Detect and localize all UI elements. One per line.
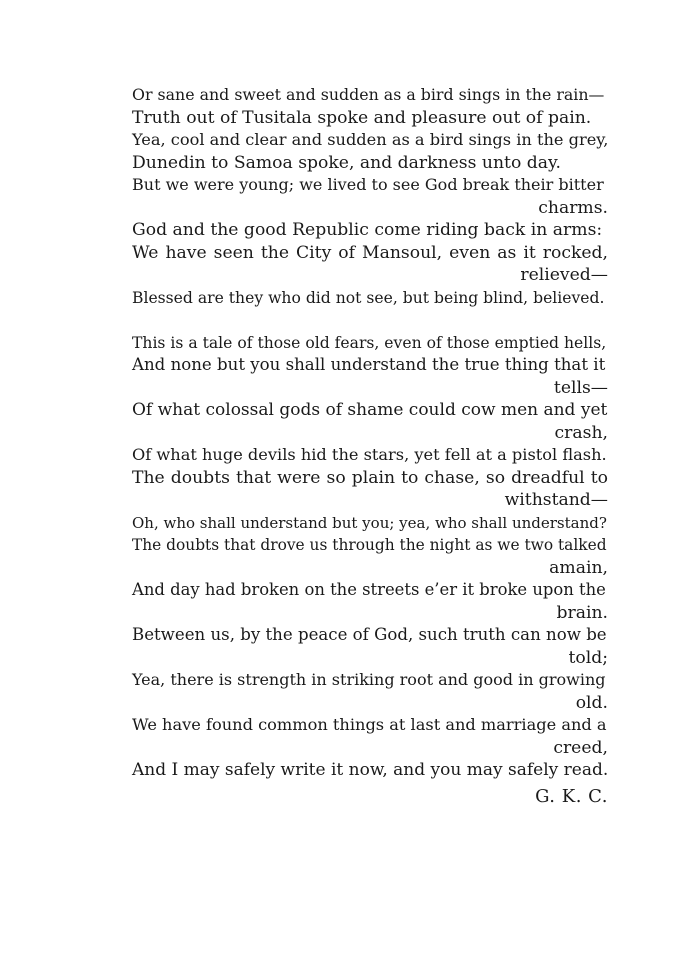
poem-line: This is a tale of those old fears, even of those emptied hells, xyxy=(132,333,607,352)
poem-line-continuation: amain, xyxy=(549,557,608,578)
poem-line: And day had broken on the streets e’er it broke upon the xyxy=(132,580,606,599)
poem-line: Yea, cool and clear and sudden as a bird sings in the grey, xyxy=(132,130,609,149)
poem-line: Or sane and sweet and sudden as a bird sings in the rain— xyxy=(132,85,605,104)
poem-line: Of what huge devils hid the stars, yet fell at a pistol flash. xyxy=(132,445,607,464)
poem-line-continuation: old. xyxy=(575,692,608,713)
author-signature: G. K. C. xyxy=(535,786,608,807)
poem-line-continuation: told; xyxy=(568,647,608,668)
poem-line: The doubts that drove us through the night as we two talked xyxy=(132,536,607,554)
poem-line: Of what colossal gods of shame could cow men and yet xyxy=(132,400,608,420)
poem-line-continuation: crash, xyxy=(554,422,608,443)
poem-line-continuation: creed, xyxy=(553,737,608,758)
poem-line: We have found common things at last and marriage and a xyxy=(132,715,607,734)
poem-text xyxy=(132,84,608,782)
poem-line: Blessed are they who did not see, but being blind, believed. xyxy=(132,288,605,307)
poem-line-continuation: relieved— xyxy=(520,265,608,285)
poem-line: God and the good Republic come riding back in arms: xyxy=(132,220,603,240)
poem-line: Oh, who shall understand but you; yea, who shall understand? xyxy=(132,513,607,532)
poem-line: Between us, by the peace of God, such truth can now be xyxy=(132,625,607,644)
poem-line: The doubts that were so plain to chase, so dreadful to xyxy=(132,467,608,488)
poem-line-continuation: tells— xyxy=(553,377,608,398)
poem-line-continuation: withstand— xyxy=(504,490,608,510)
poem-line: Dunedin to Samoa spoke, and darkness unto day. xyxy=(132,152,561,173)
poem-line-continuation: brain. xyxy=(556,602,608,623)
poem-line: Truth out of Tusitala spoke and pleasure out of pain. xyxy=(132,107,592,128)
poem-line: But we were young; we lived to see God break their bitter xyxy=(132,175,604,194)
poem-line: We have seen the City of Mansoul, even as it rocked, xyxy=(132,242,608,263)
poem-line: And none but you shall understand the true thing that it xyxy=(132,355,606,374)
poem-line-continuation: charms. xyxy=(538,197,608,218)
poem-line: Yea, there is strength in striking root and good in growing xyxy=(132,670,606,689)
poem-line: And I may safely write it now, and you may safely read. xyxy=(132,760,609,780)
stanza-break xyxy=(132,309,608,332)
